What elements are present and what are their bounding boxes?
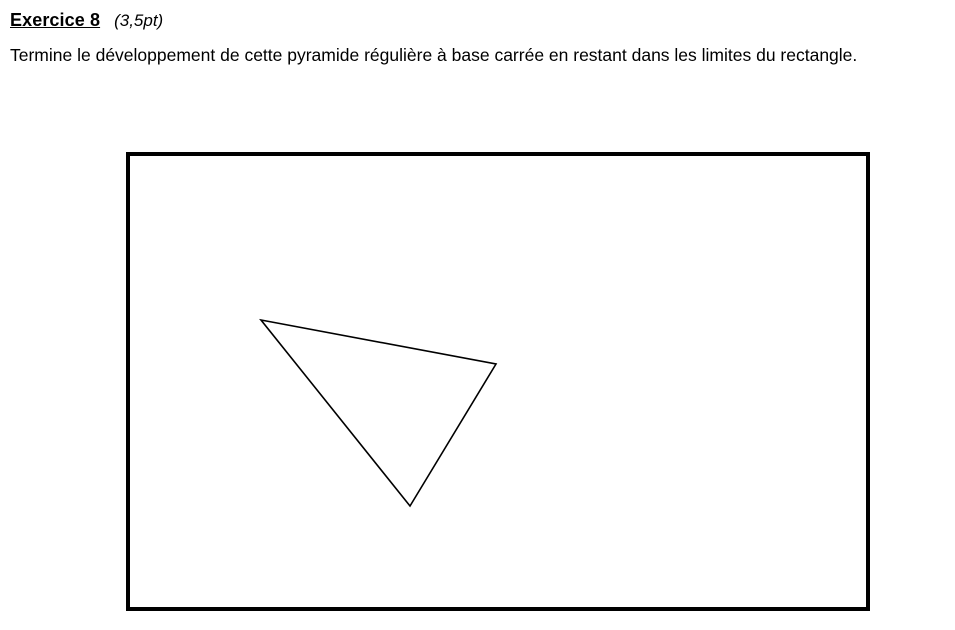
instruction-text: Termine le développement de cette pyramide régulière à base carrée en restant dans les limites du rectangle. <box>10 45 858 65</box>
figure-area <box>0 140 955 620</box>
exercise-points: (3,5pt) <box>114 11 164 30</box>
exercise-header <box>10 10 163 31</box>
page-title: Exercice 8 <box>10 10 101 30</box>
pyramid-net-figure <box>0 140 955 620</box>
bounding-rectangle <box>128 154 868 609</box>
